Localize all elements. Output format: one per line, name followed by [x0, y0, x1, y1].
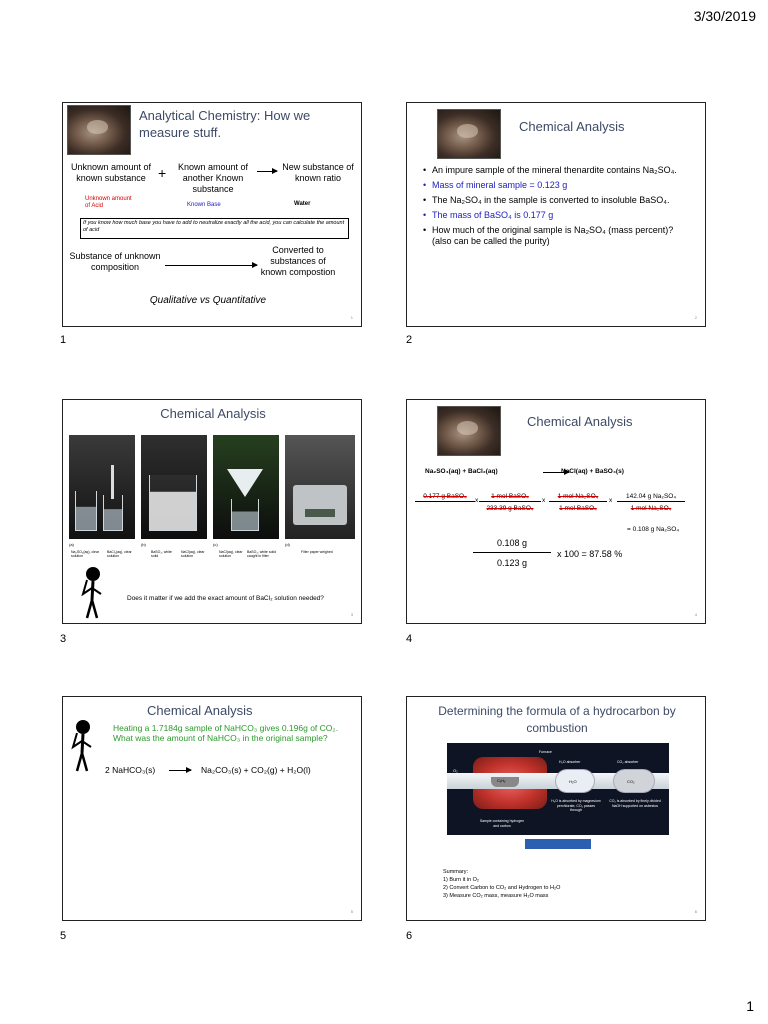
- fraction-2: [479, 493, 541, 512]
- caption-5: NaCl(aq), clear solution: [219, 550, 243, 558]
- label-co2-note: CO₂ is absorbed by finely divided NaOH supported on asbestos: [609, 799, 661, 808]
- slide-title: Determining the formula of a hydrocarbon by combustion: [438, 704, 676, 735]
- question-text: Does it matter if we add the exact amount of BaCl₂ solution needed?: [127, 595, 324, 602]
- times-3: x: [609, 497, 613, 504]
- slide-title: Chemical Analysis: [160, 406, 266, 421]
- slide-number-6: 6: [406, 930, 413, 942]
- times-1: x: [475, 497, 479, 504]
- slide-number-2: 2: [406, 334, 413, 346]
- slide-title: Chemical Analysis: [519, 119, 625, 134]
- fraction-2-num: 1 mol BaSO₄: [479, 493, 541, 502]
- caption-3: BaSO₄, white solid: [151, 550, 172, 558]
- fraction-3-den: 1 mol BaSO₄: [559, 505, 597, 512]
- slide-page-marker: 6: [694, 909, 697, 914]
- panel-letter-b: (b): [141, 542, 146, 547]
- thinking-stick-figure: [79, 566, 105, 620]
- slide-1: [62, 102, 362, 327]
- reaction-arrow: [257, 171, 277, 172]
- label-water: Water: [294, 201, 311, 207]
- rock-photo: [67, 105, 131, 155]
- label-h2o-note: H₂O is absorbed by magnesium perchlorate, CO₂ passes through: [551, 799, 601, 812]
- bullet-list: [423, 165, 693, 251]
- photo-panel-a: [69, 435, 135, 539]
- question-text: Heating a 1.7184g sample of NaHCO₃ gives 0.196g of CO₂. What was the amount of NaHCO₃ in the original sample?: [113, 723, 339, 743]
- slide-title: Chemical Analysis: [527, 414, 633, 429]
- slide-page-marker: 5: [350, 909, 353, 914]
- times-2: x: [542, 497, 546, 504]
- summary-item-2: 2) Convert Carbon to CO₂ and Hydrogen to H₂O: [443, 885, 561, 891]
- beaker-a1: [75, 491, 97, 531]
- label-co2: CO₂: [627, 779, 635, 784]
- slide-4: [406, 399, 706, 624]
- bullet-4: • The mass of BaSO₄ is 0.177 g: [423, 210, 693, 221]
- label-furnace: Furnace: [539, 750, 552, 754]
- slide-number-1: 1: [60, 334, 67, 346]
- bullet-5: • How much of the original sample is Na₂SO₄ (mass percent)? (also can be called the purity): [423, 225, 693, 247]
- caption-6: BaSO₄, white solid caught in filter: [247, 550, 277, 558]
- caption-7: Filter paper weighed: [301, 550, 333, 554]
- label-o2: O₂: [453, 768, 458, 773]
- percent-num: 0.108 g: [473, 538, 551, 553]
- caption-4: NaCl(aq), clear solution: [181, 550, 205, 558]
- slide-page-marker: 4: [694, 612, 697, 617]
- label-h2o: H₂O: [569, 779, 577, 784]
- panel-letter-a: (a): [69, 542, 74, 547]
- slide-number-3: 3: [60, 633, 67, 645]
- reaction-right: NaCl(aq) + BaSO₄(s): [561, 468, 624, 475]
- balance: [293, 485, 347, 525]
- percent-den: 0.123 g: [496, 558, 528, 568]
- label-co2-absorber: CO₂ absorber: [617, 760, 639, 764]
- funnel: [227, 469, 263, 497]
- conversion-arrow: [165, 265, 257, 266]
- known-composition-text: Converted to substances of known compostion: [260, 245, 336, 277]
- known-amount-text: Known amount of another Known substance: [177, 162, 249, 194]
- new-substance-text: New substance of known ratio: [282, 162, 354, 183]
- fraction-4-den: 1 mol Na₂SO₄: [630, 505, 672, 512]
- caption-bar: [525, 839, 591, 849]
- label-acid: Unknown amount of Acid: [85, 196, 132, 209]
- beaker-b: [149, 475, 197, 531]
- beaker-a2: [103, 495, 123, 531]
- rock-photo: [437, 406, 501, 456]
- unknown-amount-text: Unknown amount of known substance: [70, 162, 152, 183]
- panel-letter-c: (c): [213, 542, 218, 547]
- fraction-1-num: 0.177 g BaSO₄: [415, 493, 475, 502]
- equation-left: 2 NaHCO₃(s): [105, 765, 156, 775]
- bullet-2: • Mass of mineral sample = 0.123 g: [423, 180, 693, 191]
- fraction-2-den: 233.39 g BaSO₄: [486, 505, 534, 512]
- slide-page-marker: 3: [350, 612, 353, 617]
- thinking-stick-figure: [69, 719, 95, 773]
- slide-title: Analytical Chemistry: How we measure stuff.: [139, 108, 311, 140]
- boxed-note: [80, 218, 349, 239]
- summary-item-3: 3) Measure CO₂ mass, measure H₂O mass: [443, 893, 549, 899]
- fraction-3-num: 1 mol Na₂SO₄: [549, 493, 607, 502]
- equation-right: Na₂CO₃(s) + CO₂(g) + H₂O(l): [201, 765, 311, 775]
- slide-number-5: 5: [60, 930, 67, 942]
- rock-photo: [437, 109, 501, 159]
- flask-c: [231, 499, 259, 531]
- slide-2: [406, 102, 706, 327]
- slide-page-marker: 1: [350, 315, 353, 320]
- label-base: Known Base: [187, 202, 221, 208]
- photo-panel-b: [141, 435, 207, 539]
- caption-1: Na₂SO₄(aq), clear solution: [71, 550, 100, 558]
- slide-number-4: 4: [406, 633, 413, 645]
- slide-page-marker: 2: [694, 315, 697, 320]
- fraction-3: [549, 493, 607, 512]
- slide-6: [406, 696, 706, 921]
- balance-display: [305, 509, 335, 517]
- result-text: = 0.108 g Na₂SO₄: [627, 526, 679, 533]
- caption-2: BaCl₂(aq), clear solution: [107, 550, 132, 558]
- bullet-3: • The Na₂SO₄ in the sample is converted to insoluble BaSO₄.: [423, 195, 693, 206]
- fraction-4: [617, 493, 685, 512]
- combustion-diagram: [447, 743, 669, 835]
- bullet-1: • An impure sample of the mineral thenardite contains Na₂SO₄.: [423, 165, 693, 176]
- boxed-note-text: If you know how much base you have to add to neutralize exactly all the acid, you can calculate the amount of acid: [83, 220, 345, 233]
- reaction-left: Na₂SO₄(aq) + BaCl₂(aq): [425, 468, 498, 475]
- unknown-composition-text: Substance of unknown composition: [69, 251, 161, 272]
- percent-tail: x 100 = 87.58 %: [557, 549, 623, 559]
- slide-title: Chemical Analysis: [147, 703, 253, 718]
- slide-5: [62, 696, 362, 921]
- percent-fraction: [473, 538, 551, 568]
- page-date: 3/30/2019: [693, 8, 756, 24]
- slide-3: [62, 399, 362, 624]
- photo-panel-c: [213, 435, 279, 539]
- label-cxhy: CₓHᵧ: [497, 778, 506, 783]
- page-number: 1: [746, 998, 754, 1014]
- plus-sign: +: [158, 165, 167, 181]
- summary-item-1: 1) Burn it in O₂: [443, 877, 480, 883]
- equation-arrow: [169, 770, 191, 771]
- photo-panel-d: [285, 435, 355, 539]
- qualitative-text: Qualitative vs Quantitative: [149, 295, 267, 306]
- fraction-4-num: 142.04 g Na₂SO₄: [617, 493, 685, 502]
- summary-title: Summary:: [443, 869, 469, 875]
- pipette: [111, 465, 114, 499]
- label-h2o-absorber: H₂O absorber: [559, 760, 581, 764]
- label-sample: Sample containing hydrogen and carbon: [479, 819, 525, 828]
- panel-letter-d: (d): [285, 542, 290, 547]
- fraction-1: [415, 493, 475, 502]
